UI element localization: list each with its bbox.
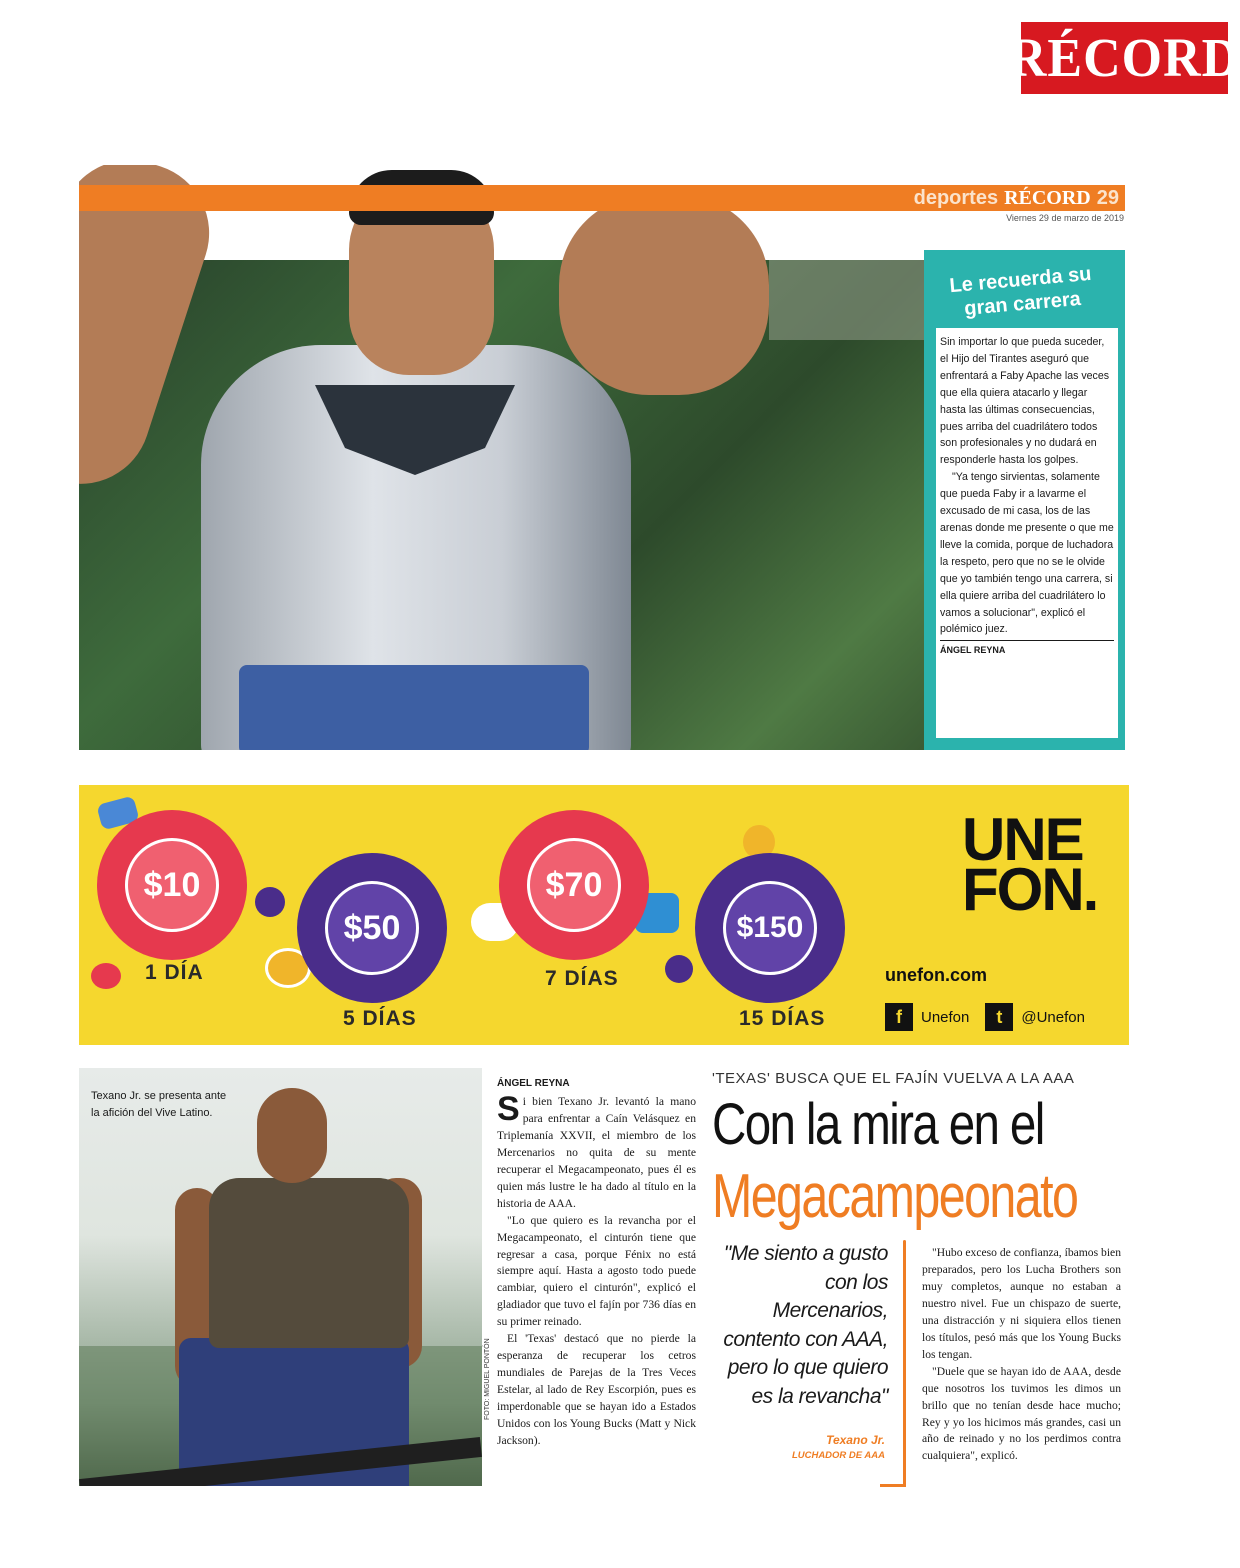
- wrestler-photo: [79, 1068, 482, 1486]
- section-name: deportes: [913, 186, 999, 209]
- offer-days: 1 DÍA: [145, 961, 204, 984]
- sidebar-title: Le recuerda su gran carrera: [948, 262, 1093, 321]
- facebook-icon[interactable]: f: [885, 1003, 913, 1031]
- phone-icon: [255, 887, 285, 917]
- unefon-logo: UNE FON.: [962, 806, 1098, 923]
- header-brand: RÉCORD: [1004, 186, 1091, 209]
- wrestler-head: [257, 1088, 327, 1183]
- record-logo: [1008, 22, 1240, 94]
- offer-days: 7 DÍAS: [545, 967, 619, 990]
- ad-url[interactable]: unefon.com: [885, 965, 987, 985]
- offer-price: $10: [125, 838, 219, 932]
- page-header-band: [79, 185, 1125, 211]
- sidebar-divider: [940, 640, 1114, 641]
- referee-shorts: [239, 665, 589, 750]
- sidebar-paragraph: Sin importar lo que pueda suceder, el Hijo del Tirantes aseguró que enfrentará a Faby Apache las veces que ella quiera atacarlo y llegar hasta las últimas consecuencias, pues arriba del cuadrilátero todos son profesionales y no dudará en responderle hasta los golpes.: [940, 336, 1110, 467]
- wrestler-photo-caption: Texano Jr. se presenta ante la afición del Vive Latino.: [91, 1090, 227, 1119]
- article-author: ÁNGEL REYNA: [497, 1078, 570, 1089]
- offer-bubble-70: [499, 810, 649, 960]
- social-links: [885, 1003, 1085, 1031]
- photo-background-wall: [769, 260, 929, 340]
- article-kicker: 'TEXAS' BUSCA QUE EL FAJÍN VUELVA A LA AAA: [712, 1070, 1075, 1087]
- photo-credit: FOTO: MIGUEL PONTÓN: [484, 1338, 491, 1420]
- article-column-3: [922, 1245, 1121, 1465]
- sidebar-author: ÁNGEL REYNA: [940, 645, 1006, 656]
- heart-icon: [91, 963, 121, 989]
- headline-line-2: Megacampeonato: [712, 1162, 1078, 1231]
- article-paragraph: "Lo que quiero es la revancha por el Megacampeonato, el cinturón tiene que regresar a casa, porque Fénix no está siempre aquí. Hasta a agosto todo puede cambiar, quiero el cinturón", explicó el gladiador que tuvo el fajín por 736 días en su primer reinado.: [497, 1213, 696, 1329]
- offer-price: $50: [325, 881, 419, 975]
- page-number: 29: [1096, 186, 1119, 209]
- offer-price: $70: [527, 838, 621, 932]
- quote-rule-bottom: [880, 1484, 906, 1487]
- offer-bubble-150: [695, 853, 845, 1003]
- unefon-ad: [79, 785, 1129, 1045]
- article-paragraph: "Hubo exceso de confianza, íbamos bien preparados, pero los Lucha Brothers son muy completos, aunque no estaban a nuestro nivel. Fue un chispazo de suerte, una distracción y ni siquiera ellos tienen los títulos, pesó más que los Young Bucks los tengan.: [922, 1246, 1121, 1361]
- article-column-1: [497, 1076, 696, 1450]
- sidebar-body: [936, 328, 1118, 738]
- offer-days: 5 DÍAS: [343, 1007, 417, 1030]
- sidebar-box: [924, 250, 1125, 750]
- twitter-icon[interactable]: t: [985, 1003, 1013, 1031]
- offer-price: $150: [723, 881, 817, 975]
- offer-days: 15 DÍAS: [739, 1007, 826, 1030]
- article-paragraph: El 'Texas' destacó que no pierde la esperanza de recuperar los cetros mundiales de Parejas de la Tres Veces Estelar, al lado de Rey Escorpión, pues es imperdonable que se hayan ido a Estados Unidos con los Young Bucks (Matt y Nick Jackson).: [497, 1332, 696, 1448]
- quote-rule: [903, 1240, 906, 1486]
- phone-icon-2: [665, 955, 693, 983]
- offer-bubble-50: [297, 853, 447, 1003]
- referee-right-arm: [559, 195, 769, 395]
- issue-date: Viernes 29 de marzo de 2019: [1006, 213, 1124, 223]
- offer-bubble-10: [97, 810, 247, 960]
- sidebar-paragraph: "Ya tengo sirvientas, solamente que pueda Faby ir a lavarme el excusado de mi casa, los de las arenas donde me presente o que me lleve la comida, porque de luchadora la respeto, pero que no se le olvide que yo también tengo una carrera, si ella quiere arriba del cuadrilátero lo vamos a solucionar", explicó el polémico juez.: [940, 471, 1114, 636]
- quote-role: LUCHADOR DE AAA: [791, 1450, 885, 1461]
- quote-attribution: [760, 1432, 885, 1464]
- quote-author: Texano Jr.: [826, 1433, 885, 1447]
- article-paragraph: [497, 1089, 696, 1213]
- pull-quote: "Me siento a gusto con los Mercenarios, contento con AAA, pero lo que quiero es la revancha": [723, 1242, 888, 1408]
- record-logo-text: RÉCORD: [1008, 28, 1240, 88]
- headline-line-1: Con la mira en el: [712, 1092, 1044, 1157]
- article-paragraph-text: i bien Texano Jr. levantó la mano para enfrentar a Caín Velásquez en Triplemanía XXVII, el miembro de los Mercenarios no quita de su mente recuperar el Megacampeonato, pues él es quien más lustre le ha dado al título en la historia de AAA.: [497, 1094, 696, 1210]
- drop-cap: S: [497, 1089, 520, 1128]
- article-paragraph: "Duele que se hayan ido de AAA, desde que nosotros los tuvimos les dimos un brillo que no tenían desde hace mucho; Rey y yo los hicimos más grandes, casi un año de reinado y no los perdimos contra cualquiera", explicó.: [922, 1364, 1121, 1463]
- wrestler-vest: [209, 1178, 409, 1348]
- facebook-handle[interactable]: Unefon: [921, 1008, 970, 1026]
- twitter-handle[interactable]: @Unefon: [1021, 1008, 1085, 1026]
